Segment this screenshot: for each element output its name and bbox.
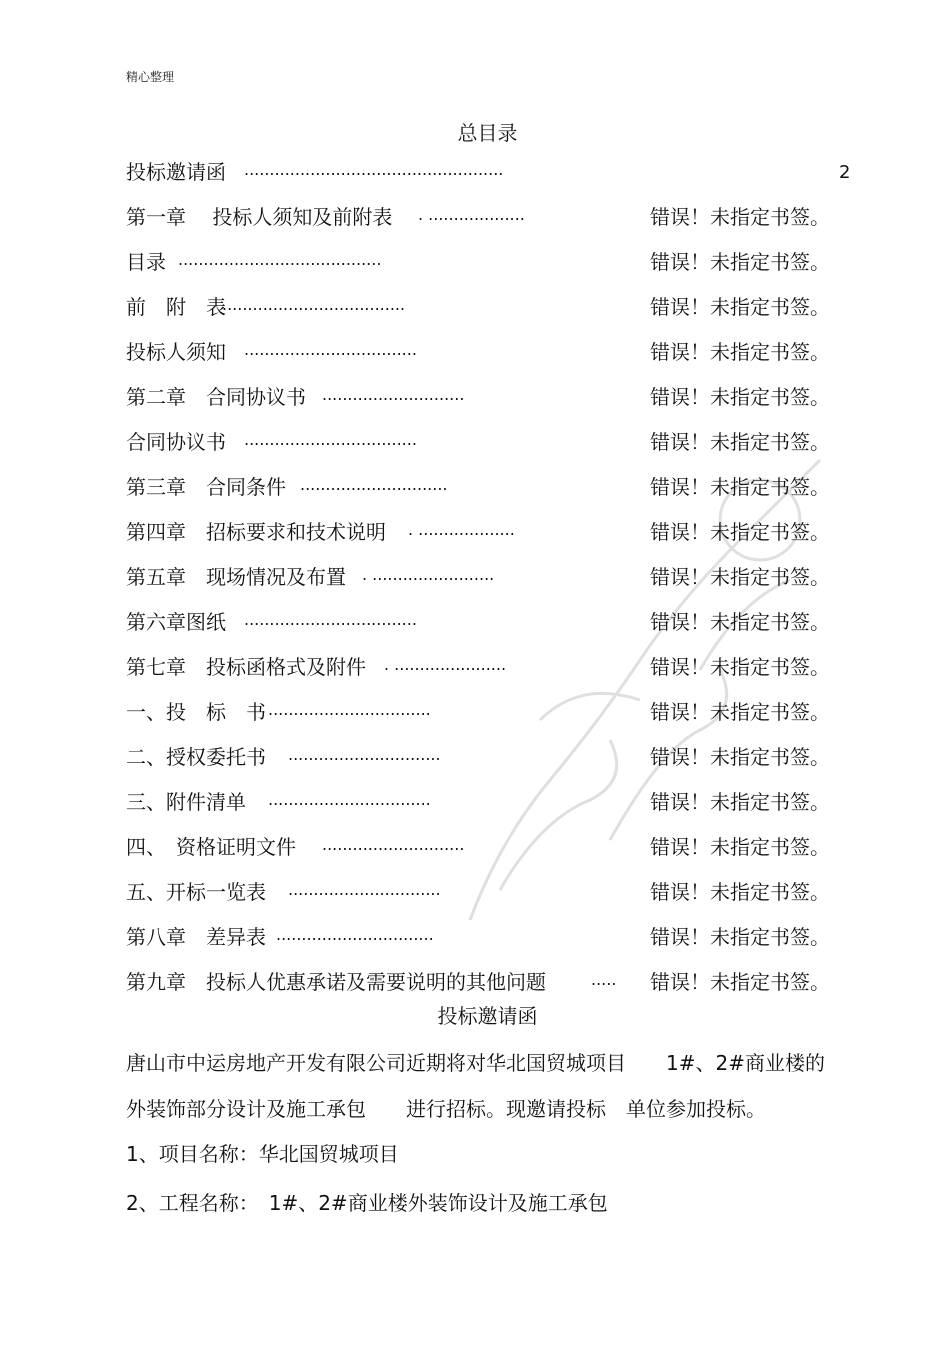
toc-entry-leader: . ........................ bbox=[362, 565, 495, 584]
toc-entry-label: 第二章 合同协议书 bbox=[126, 385, 306, 409]
toc-entry-page: 错误！未指定书签。 bbox=[650, 475, 830, 499]
toc-entry-label: 第七章 投标函格式及附件 bbox=[126, 655, 366, 679]
toc-entry-leader: ..... bbox=[591, 970, 617, 989]
table-of-contents bbox=[126, 150, 856, 1005]
invitation-title: 投标邀请函 bbox=[437, 1004, 538, 1028]
toc-entry-label: 二、授权委托书 bbox=[126, 745, 266, 769]
toc-entry-page: 错误！未指定书签。 bbox=[650, 835, 830, 859]
toc-entry-label: 目录 bbox=[126, 250, 166, 274]
toc-entry[interactable] bbox=[126, 600, 856, 645]
toc-entry-label: 前 附 表 bbox=[126, 295, 226, 319]
toc-entry-label: 第六章图纸 bbox=[126, 610, 226, 634]
toc-entry-leader: .................................. bbox=[244, 340, 417, 359]
toc-entry-label: 第八章 差异表 bbox=[126, 925, 266, 949]
toc-entry[interactable] bbox=[126, 195, 856, 240]
header-note: 精心整理 bbox=[126, 70, 175, 84]
toc-entry-page: 错误！未指定书签。 bbox=[650, 745, 830, 769]
toc-entry-leader: .................................... bbox=[222, 295, 406, 314]
toc-entry[interactable] bbox=[126, 645, 856, 690]
toc-entry-leader: .............................. bbox=[288, 745, 441, 764]
toc-entry-page: 错误！未指定书签。 bbox=[650, 520, 830, 544]
toc-entry-label: 五、开标一览表 bbox=[126, 880, 266, 904]
toc-entry-label: 合同协议书 bbox=[126, 430, 226, 454]
toc-entry-leader: ........................................ bbox=[178, 250, 382, 269]
toc-entry-leader: ............................ bbox=[322, 835, 465, 854]
toc-entry-leader: .............................. bbox=[288, 880, 441, 899]
toc-entry[interactable] bbox=[126, 150, 856, 195]
toc-entry-label: 第四章 招标要求和技术说明 bbox=[126, 520, 386, 544]
toc-entry-leader: ................................................... bbox=[244, 160, 504, 179]
toc-entry[interactable] bbox=[126, 465, 856, 510]
toc-entry-leader: . ................... bbox=[418, 205, 525, 224]
toc-entry-page: 错误！未指定书签。 bbox=[650, 565, 830, 589]
toc-entry-label: 第九章 投标人优惠承诺及需要说明的其他问题 bbox=[126, 970, 546, 994]
toc-entry-page: 错误！未指定书签。 bbox=[650, 250, 830, 274]
toc-entry-page: 错误！未指定书签。 bbox=[650, 655, 830, 679]
invitation-paragraph-line: 唐山市中运房地产开发有限公司近期将对华北国贸城项目 1#、2#商业楼的 bbox=[126, 1051, 825, 1075]
toc-entry[interactable] bbox=[126, 735, 856, 780]
toc-title: 总目录 bbox=[457, 121, 518, 145]
toc-entry-label: 一、投 标 书 bbox=[126, 700, 266, 724]
toc-entry[interactable] bbox=[126, 960, 856, 1005]
toc-entry-page: 错误！未指定书签。 bbox=[650, 970, 830, 994]
toc-entry-label: 第一章 投标人须知及前附表 bbox=[126, 205, 393, 229]
toc-entry[interactable] bbox=[126, 690, 856, 735]
toc-entry[interactable] bbox=[126, 285, 856, 330]
toc-entry-leader: ............................. bbox=[300, 475, 448, 494]
toc-entry[interactable] bbox=[126, 510, 856, 555]
toc-entry-label: 投标邀请函 bbox=[126, 160, 226, 184]
toc-entry[interactable] bbox=[126, 375, 856, 420]
toc-entry-page: 错误！未指定书签。 bbox=[650, 430, 830, 454]
toc-entry-leader: ................................ bbox=[268, 790, 431, 809]
toc-entry[interactable] bbox=[126, 870, 856, 915]
toc-entry-label: 第三章 合同条件 bbox=[126, 475, 286, 499]
toc-entry[interactable] bbox=[126, 240, 856, 285]
toc-entry[interactable] bbox=[126, 915, 856, 960]
toc-entry-leader: ............................ bbox=[322, 385, 465, 404]
toc-entry-page: 2 bbox=[839, 162, 851, 183]
toc-entry[interactable] bbox=[126, 330, 856, 375]
toc-entry-page: 错误！未指定书签。 bbox=[650, 610, 830, 634]
toc-entry[interactable] bbox=[126, 825, 856, 870]
toc-entry-page: 错误！未指定书签。 bbox=[650, 700, 830, 724]
toc-entry-label: 第五章 现场情况及布置 bbox=[126, 565, 346, 589]
toc-entry-page: 错误！未指定书签。 bbox=[650, 205, 830, 229]
toc-entry[interactable] bbox=[126, 420, 856, 465]
toc-entry-page: 错误！未指定书签。 bbox=[650, 925, 830, 949]
project-name-item: 1、项目名称：华北国贸城项目 bbox=[126, 1142, 399, 1166]
toc-entry[interactable] bbox=[126, 555, 856, 600]
toc-entry-page: 错误！未指定书签。 bbox=[650, 295, 830, 319]
toc-entry-page: 错误！未指定书签。 bbox=[650, 340, 830, 364]
toc-entry-leader: .................................. bbox=[244, 430, 417, 449]
toc-entry-label: 三、附件清单 bbox=[126, 790, 246, 814]
toc-entry-leader: ............................... bbox=[276, 925, 434, 944]
toc-entry-label: 投标人须知 bbox=[126, 340, 226, 364]
toc-entry-page: 错误！未指定书签。 bbox=[650, 385, 830, 409]
work-name-item: 2、工程名称： 1#、2#商业楼外装饰设计及施工承包 bbox=[126, 1191, 608, 1215]
toc-entry-leader: .................................. bbox=[244, 610, 417, 629]
toc-entry[interactable] bbox=[126, 780, 856, 825]
toc-entry-leader: . ................... bbox=[408, 520, 515, 539]
toc-entry-page: 错误！未指定书签。 bbox=[650, 880, 830, 904]
toc-entry-page: 错误！未指定书签。 bbox=[650, 790, 830, 814]
invitation-paragraph-line: 外装饰部分设计及施工承包 进行招标。现邀请投标 单位参加投标。 bbox=[126, 1097, 766, 1121]
toc-entry-label: 四、 资格证明文件 bbox=[126, 835, 296, 859]
toc-entry-leader: . ...................... bbox=[384, 655, 507, 674]
toc-entry-leader: ................................ bbox=[268, 700, 431, 719]
